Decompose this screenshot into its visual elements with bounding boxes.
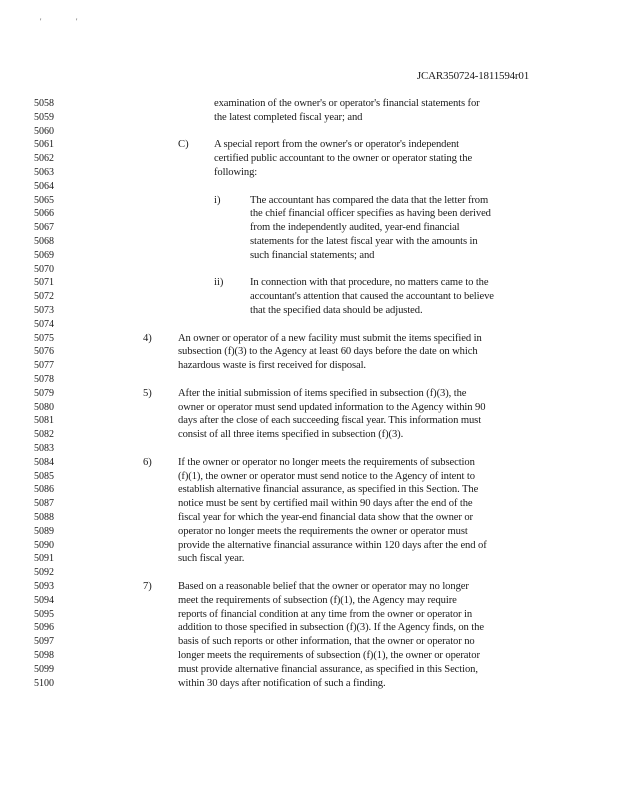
list-marker: 6)	[143, 456, 152, 468]
document-line	[0, 566, 618, 580]
line-text: basis of such reports or other information, that the owner or operator no	[178, 636, 475, 648]
list-marker: 7)	[143, 581, 152, 592]
line-number: 5086	[34, 484, 54, 496]
line-text: addition to those specified in subsection (f)(3). If the Agency finds, on the	[178, 622, 484, 634]
line-number: 5075	[34, 332, 54, 344]
document-line	[0, 442, 618, 456]
line-text: within 30 days after notification of such a finding.	[178, 677, 386, 689]
line-number: 5080	[34, 401, 54, 413]
document-line	[0, 138, 618, 152]
document-line	[0, 166, 618, 180]
document-line	[0, 304, 618, 318]
line-number: 5079	[34, 387, 54, 399]
line-text: meet the requirements of subsection (f)(1), the Agency may require	[178, 594, 457, 606]
line-number: 5095	[34, 608, 54, 620]
document-line	[0, 414, 618, 428]
line-number: 5097	[34, 636, 54, 648]
line-number: 5072	[34, 291, 54, 303]
line-number: 5082	[34, 429, 54, 441]
document-line	[0, 194, 618, 208]
line-number: 5088	[34, 512, 54, 523]
line-text: that the specified data should be adjusted.	[250, 305, 423, 316]
list-marker: ii)	[214, 277, 224, 289]
line-text: must provide alternative financial assurance, as specified in this Section,	[178, 663, 478, 675]
line-text: reports of financial condition at any time from the owner or operator in	[178, 608, 473, 620]
line-text: fiscal year for which the year-end financial data show that the owner or	[178, 512, 473, 523]
line-text: accountant's attention that caused the accountant to believe	[250, 291, 494, 303]
line-number: 5062	[34, 153, 54, 165]
document-line	[0, 249, 618, 263]
document-line	[0, 125, 618, 139]
line-number: 5092	[34, 567, 54, 579]
line-text: hazardous waste is first received for disposal.	[178, 360, 366, 372]
document-line	[0, 111, 618, 125]
list-marker: C)	[178, 139, 189, 151]
line-number: 5061	[34, 139, 54, 151]
document-line	[0, 649, 618, 663]
line-number: 5081	[34, 415, 54, 427]
document-line	[0, 401, 618, 415]
line-number: 5071	[34, 277, 54, 289]
line-number: 5063	[34, 167, 54, 178]
line-text: operator no longer meets the requirements the owner or operator must	[178, 525, 468, 537]
line-number: 5089	[34, 525, 54, 537]
line-number: 5066	[34, 208, 54, 220]
line-text: notice must be sent by certified mail within 90 days after the end of the	[178, 498, 473, 510]
document-line	[0, 345, 618, 359]
line-text: from the independently audited, year-end financial	[250, 222, 460, 234]
document-line	[0, 594, 618, 608]
document-line	[0, 180, 618, 194]
line-text: After the initial submission of items specified in subsection (f)(3), the	[178, 387, 467, 399]
line-text: days after the close of each succeeding fiscal year. This information must	[178, 415, 482, 427]
document-line	[0, 332, 618, 346]
document-line	[0, 97, 618, 111]
document-id: JCAR350724-1811594r01	[416, 70, 529, 82]
line-number: 5058	[34, 98, 54, 109]
document-line	[0, 497, 618, 511]
line-text: consist of all three items specified in subsection (f)(3).	[178, 429, 404, 441]
line-text: owner or operator must send updated information to the Agency within 90	[178, 401, 486, 413]
line-text: statements for the latest fiscal year with the amounts in	[250, 236, 478, 247]
line-text: longer meets the requirements of subsection (f)(1), the owner or operator	[178, 650, 480, 661]
document-line	[0, 539, 618, 553]
list-marker: 5)	[143, 387, 152, 399]
line-text: An owner or operator of a new facility must submit the items specified in	[178, 332, 482, 344]
document-line	[0, 221, 618, 235]
document-line	[0, 276, 618, 290]
document-line	[0, 207, 618, 221]
corner-mark: '	[76, 17, 78, 26]
document-line	[0, 511, 618, 525]
document-line	[0, 373, 618, 387]
line-number: 5064	[34, 180, 54, 192]
line-text: certified public accountant to the owner or operator stating the	[214, 153, 473, 165]
line-number: 5083	[34, 443, 54, 454]
line-number: 5077	[34, 360, 54, 372]
document-line	[0, 552, 618, 566]
line-text: the latest completed fiscal year; and	[214, 111, 363, 123]
line-text: A special report from the owner's or operator's independent	[214, 139, 460, 151]
line-number: 5099	[34, 663, 54, 675]
line-number: 5067	[34, 222, 54, 234]
line-number: 5094	[34, 594, 54, 606]
document-line	[0, 359, 618, 373]
line-text: establish alternative financial assurance, as specified in this Section. The	[178, 484, 479, 496]
document-line	[0, 263, 618, 277]
document-line	[0, 235, 618, 249]
line-text: The accountant has compared the data that the letter from	[250, 194, 489, 206]
list-marker: 4)	[143, 332, 152, 344]
document-line	[0, 677, 618, 691]
document-line	[0, 580, 618, 594]
document-line	[0, 387, 618, 401]
document-line	[0, 456, 618, 470]
corner-mark: '	[40, 17, 42, 26]
line-text: such fiscal year.	[178, 553, 245, 565]
list-marker: i)	[214, 194, 221, 206]
line-text: If the owner or operator no longer meets the requirements of subsection	[178, 456, 475, 468]
line-text: provide the alternative financial assurance within 120 days after the end of	[178, 539, 487, 551]
line-number: 5093	[34, 581, 54, 592]
line-text: the chief financial officer specifies as having been derived	[250, 208, 491, 220]
document-line	[0, 318, 618, 332]
line-number: 5065	[34, 194, 54, 206]
document-line	[0, 608, 618, 622]
document-line	[0, 525, 618, 539]
line-number: 5059	[34, 111, 54, 123]
line-text: (f)(1), the owner or operator must send notice to the Agency of intent to	[178, 470, 475, 482]
document-line	[0, 428, 618, 442]
line-number: 5070	[34, 263, 54, 275]
line-number: 5091	[34, 553, 54, 565]
document-line	[0, 663, 618, 677]
document-line	[0, 290, 618, 304]
document-line	[0, 635, 618, 649]
line-text: Based on a reasonable belief that the owner or operator may no longer	[178, 581, 469, 592]
line-number: 5084	[34, 456, 54, 468]
line-number: 5087	[34, 498, 54, 510]
line-text: subsection (f)(3) to the Agency at least 60 days before the date on which	[178, 346, 478, 358]
document-line	[0, 152, 618, 166]
document-line	[0, 621, 618, 635]
line-number: 5068	[34, 236, 54, 247]
document-line	[0, 483, 618, 497]
line-number: 5076	[34, 346, 54, 358]
line-number: 5069	[34, 249, 54, 261]
line-text: In connection with that procedure, no matters came to the	[250, 277, 489, 289]
line-number: 5100	[34, 677, 54, 689]
line-text: examination of the owner's or operator's financial statements for	[214, 98, 480, 109]
line-number: 5078	[34, 374, 54, 385]
line-number: 5085	[34, 470, 54, 482]
document-line	[0, 470, 618, 484]
line-number: 5090	[34, 539, 54, 551]
line-text: such financial statements; and	[250, 249, 375, 261]
line-number: 5096	[34, 622, 54, 634]
line-number: 5074	[34, 318, 54, 330]
line-text: following:	[214, 167, 258, 178]
line-number: 5073	[34, 305, 54, 316]
line-number: 5098	[34, 650, 54, 661]
line-number: 5060	[34, 125, 54, 137]
